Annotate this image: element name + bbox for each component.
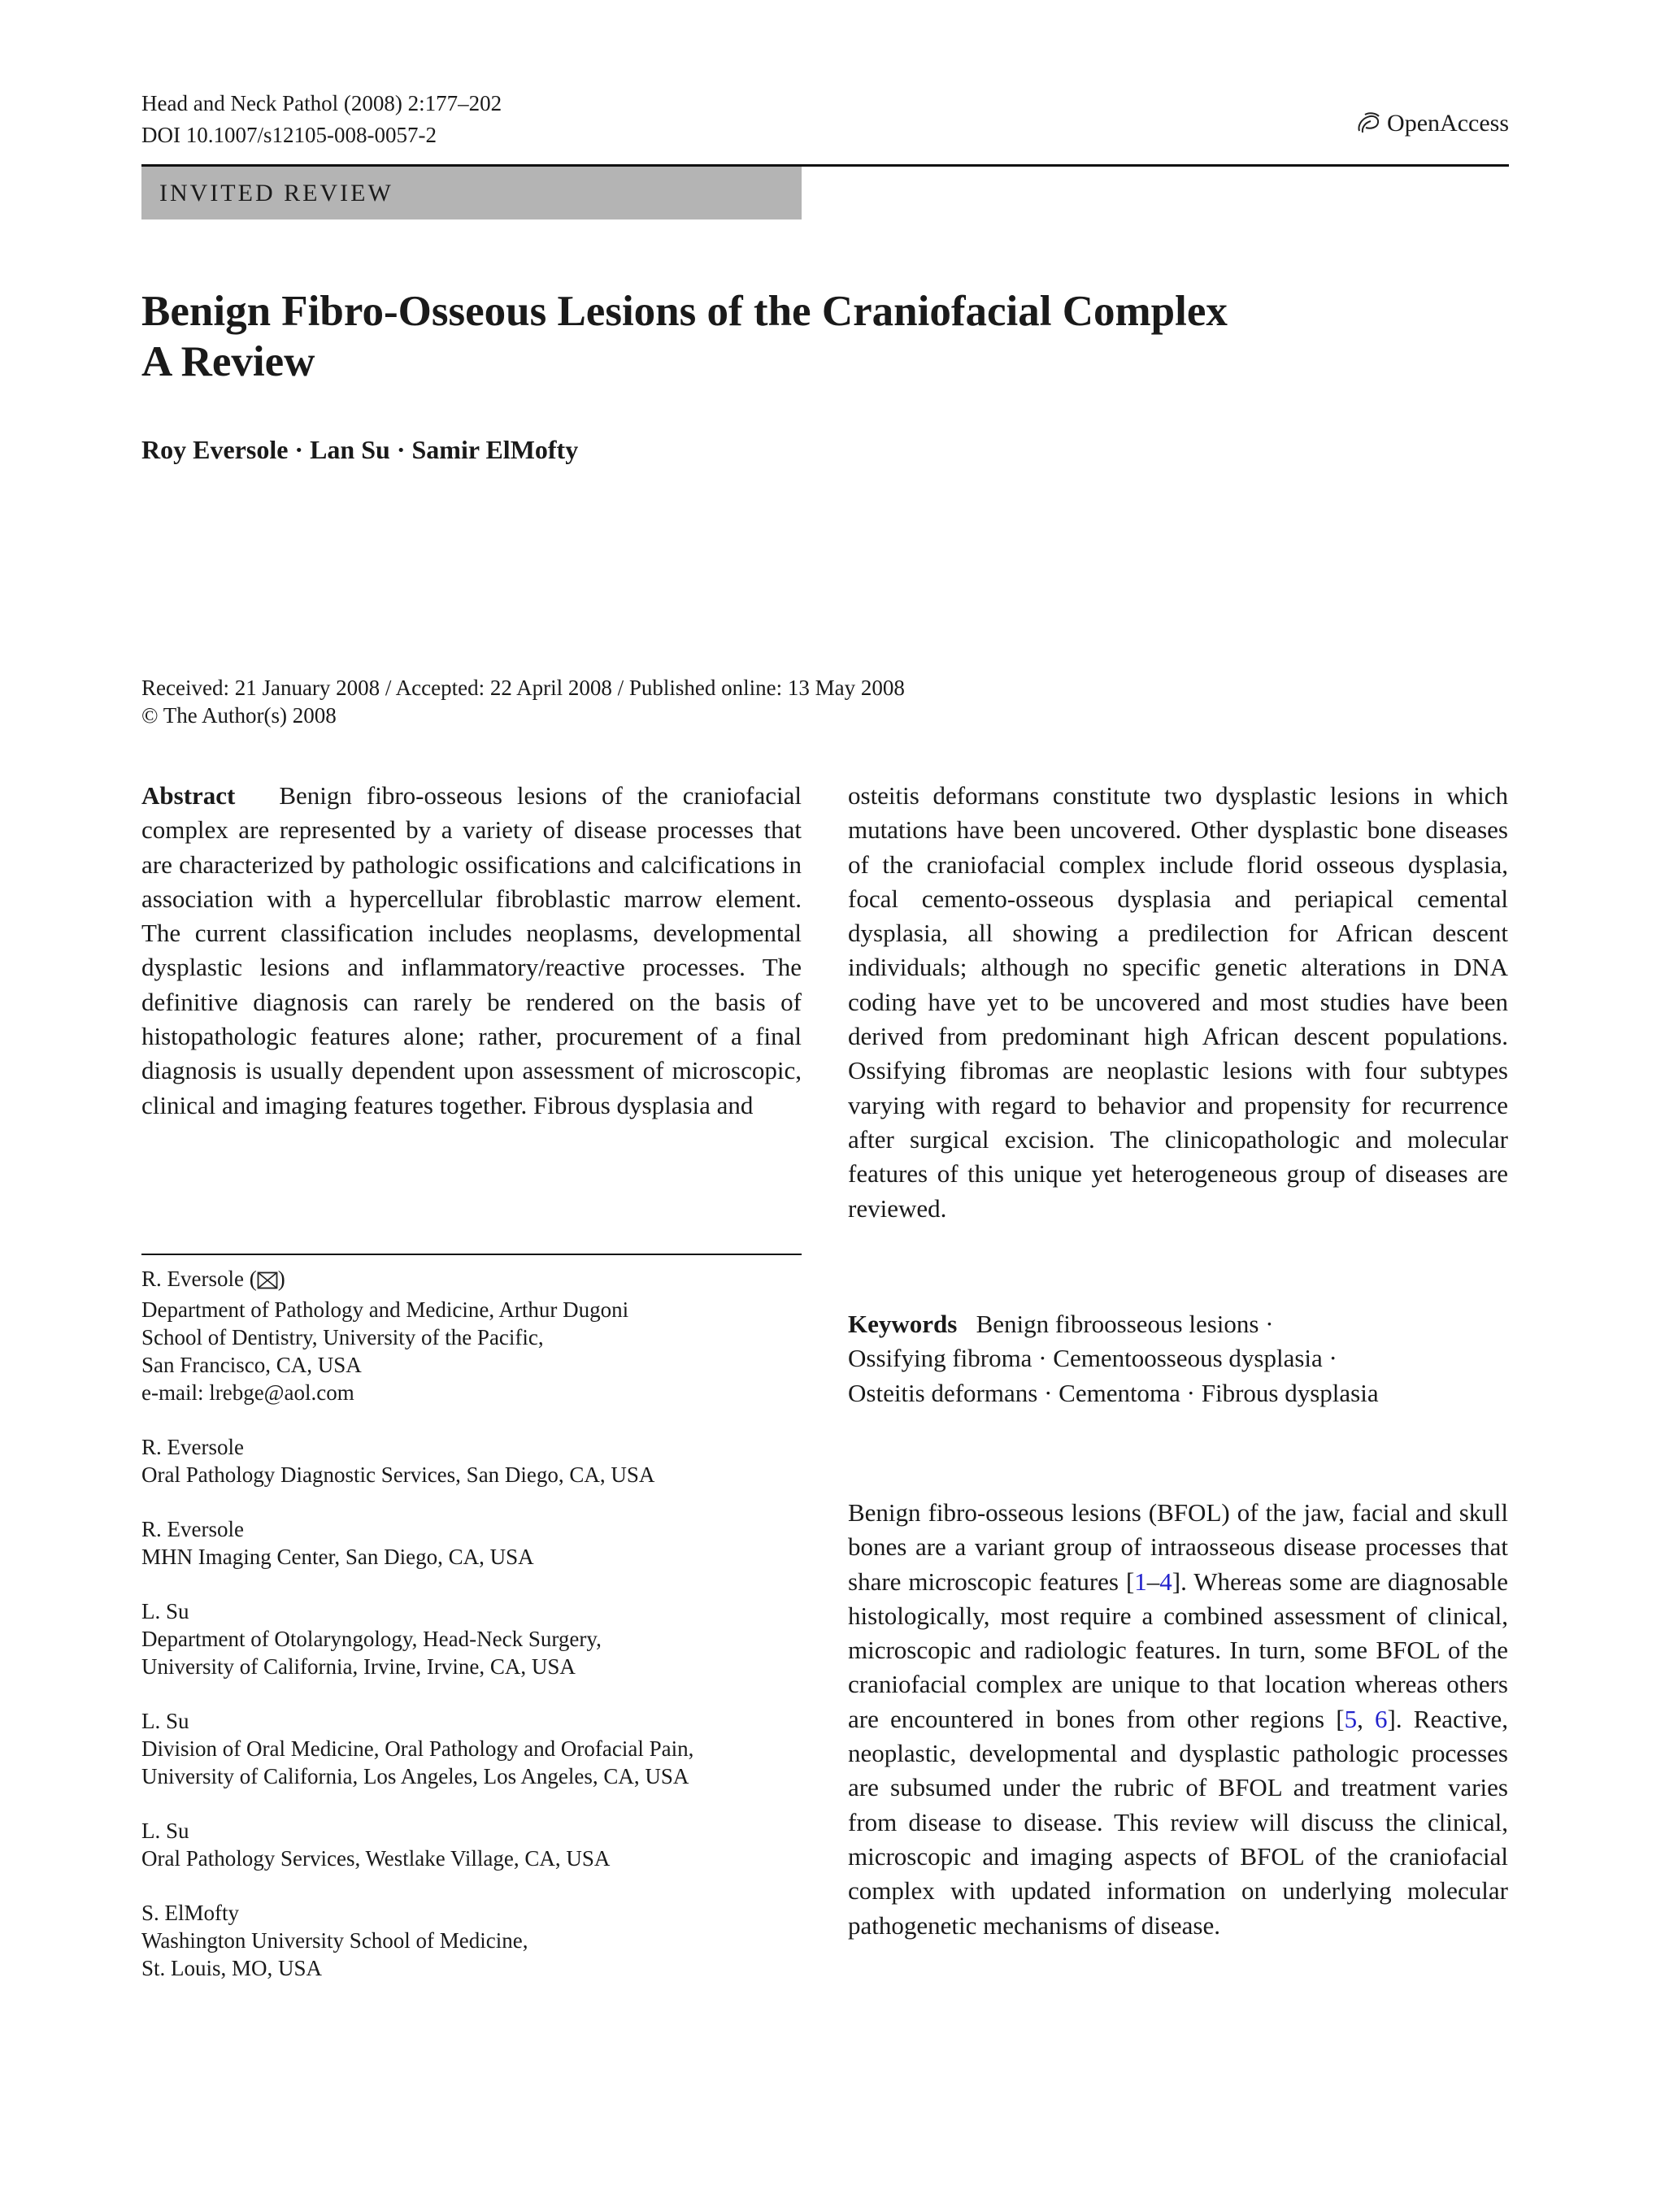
citation-link[interactable]: 4 (1159, 1567, 1172, 1596)
keywords-line-3: Osteitis deformans · Cementoma · Fibrous dysplasia (848, 1378, 1379, 1407)
affiliation (141, 1707, 808, 1790)
affiliation-line: Department of Otolaryngology, Head-Neck Surgery, (141, 1627, 602, 1651)
section-banner: INVITED REVIEW (141, 167, 802, 219)
doi-line: DOI 10.1007/s12105-008-0057-2 (141, 123, 437, 147)
affiliation (141, 1817, 808, 1872)
introduction (848, 1496, 1508, 1943)
keywords-label: Keywords (848, 1310, 958, 1338)
affiliation (141, 1433, 808, 1488)
affiliation (141, 1515, 808, 1571)
citation-comma: , (1357, 1704, 1376, 1733)
abstract-label: Abstract (141, 781, 236, 810)
abstract-text-right: osteitis deformans constitute two dysplastic lesions in which mutations have been uncovered. Other dysplastic bone diseases of the craniofacial complex include florid osseous dysplasia, focal cemento-osseous dysplasia and periapical cemental dysplasia, all showing a predilection for African descent individuals; although no specific genetic alterations in DNA coding have yet to be uncovered and most studies have been derived from predominant high African descent populations. Ossifying fibromas are neoplastic lesions with four subtypes varying with regard to behavior and propensity for recurrence after surgical excision. The clinicopathologic and molecular features of this unique yet heterogeneous group of diseases are reviewed. (848, 781, 1508, 1223)
affiliation-name: R. Eversole (141, 1517, 244, 1541)
article-title (141, 286, 1361, 387)
affiliation-rule (141, 1254, 802, 1255)
affiliation (141, 1597, 808, 1680)
affiliation-line: Washington University School of Medicine, (141, 1928, 528, 1953)
intro-text-1: Benign fibro-osseous lesions (BFOL) of the jaw, facial and skull bones are a variant group of intraosseous disease processes that share microscopic features [ (848, 1498, 1508, 1596)
affiliation (141, 1265, 808, 1406)
dates-line: Received: 21 January 2008 / Accepted: 22 April 2008 / Published online: 13 May 2008 (141, 676, 905, 700)
affiliation-name: R. Eversole ( (141, 1267, 257, 1291)
affiliation-name: L. Su (141, 1709, 189, 1733)
affiliation-line: Oral Pathology Services, Westlake Village, CA, USA (141, 1846, 611, 1871)
affiliation-line: MHN Imaging Center, San Diego, CA, USA (141, 1545, 534, 1569)
abstract-text-left: Benign fibro-osseous lesions of the craniofacial complex are represented by a variety of disease processes that are characterized by pathologic ossifications and calcifications in association with a hypercellular fibroblastic marrow element. The current classification includes neoplasms, developmental dysplastic lesions and inflammatory/reactive processes. The definitive diagnosis can rarely be rendered on the basis of histopathologic features alone; rather, procurement of a final diagnosis is usually dependent upon assessment of microscopic, clinical and imaging features together. Fibrous dysplasia and (141, 781, 802, 1119)
author-list: Roy Eversole · Lan Su · Samir ElMofty (141, 435, 579, 464)
title-line-2: A Review (141, 338, 315, 385)
envelope-icon (257, 1268, 278, 1296)
title-line-1: Benign Fibro-Osseous Lesions of the Craniofacial Complex (141, 288, 1228, 335)
keywords-line-1: Benign fibroosseous lesions · (976, 1310, 1274, 1338)
abstract-left (141, 779, 802, 1123)
abstract-right (848, 779, 1508, 1226)
copyright-line: © The Author(s) 2008 (141, 703, 337, 728)
affiliation-line: University of California, Los Angeles, Los Angeles, CA, USA (141, 1764, 689, 1788)
open-access-label: OpenAccess (1387, 110, 1509, 137)
affiliation-name: R. Eversole (141, 1435, 244, 1459)
publication-dates (141, 674, 905, 729)
affiliation-line: Department of Pathology and Medicine, Arthur Dugoni (141, 1297, 629, 1322)
email-line[interactable]: e-mail: lrebge@aol.com (141, 1380, 354, 1405)
affiliations (141, 1265, 808, 2009)
affiliation-line: St. Louis, MO, USA (141, 1956, 323, 1980)
citation-dash: – (1146, 1567, 1160, 1596)
affiliation-name-suffix: ) (277, 1267, 285, 1291)
affiliation-line: San Francisco, CA, USA (141, 1353, 362, 1377)
affiliation-name: L. Su (141, 1819, 189, 1843)
open-access-badge (1354, 110, 1509, 137)
affiliation-line: School of Dentistry, University of the Pacific, (141, 1325, 544, 1349)
journal-citation (141, 88, 502, 151)
intro-text-3: ]. Reactive, neoplastic, developmental and dysplastic pathologic processes are subsumed under the rubric of BFOL and treatment varies from disease to disease. This review will discuss the clinical, microscopic and imaging aspects of BFOL of the craniofacial complex with updated information on underlying molecular pathogenetic mechanisms of disease. (848, 1704, 1508, 1940)
journal-line: Head and Neck Pathol (2008) 2:177–202 (141, 91, 502, 115)
keywords-block (848, 1307, 1508, 1410)
citation-link[interactable]: 6 (1375, 1704, 1388, 1733)
intro-text-2: ]. Whereas some are diagnosable histologically, most require a combined assessment of clinical, microscopic and radiologic features. In turn, some BFOL of the craniofacial complex are unique to that location whereas others are encountered in bones from other regions [ (848, 1567, 1508, 1733)
citation-link[interactable]: 5 (1344, 1704, 1358, 1733)
affiliation (141, 1899, 808, 1982)
affiliation-line: University of California, Irvine, Irvine, CA, USA (141, 1654, 576, 1679)
citation-link[interactable]: 1 (1134, 1567, 1147, 1596)
keywords-line-2: Ossifying fibroma · Cementoosseous dysplasia · (848, 1344, 1337, 1373)
affiliation-line: Division of Oral Medicine, Oral Pathology and Orofacial Pain, (141, 1736, 694, 1761)
affiliation-name: S. ElMofty (141, 1901, 240, 1925)
affiliation-name: L. Su (141, 1599, 189, 1623)
affiliation-line: Oral Pathology Diagnostic Services, San Diego, CA, USA (141, 1462, 655, 1487)
open-access-icon (1354, 110, 1382, 137)
